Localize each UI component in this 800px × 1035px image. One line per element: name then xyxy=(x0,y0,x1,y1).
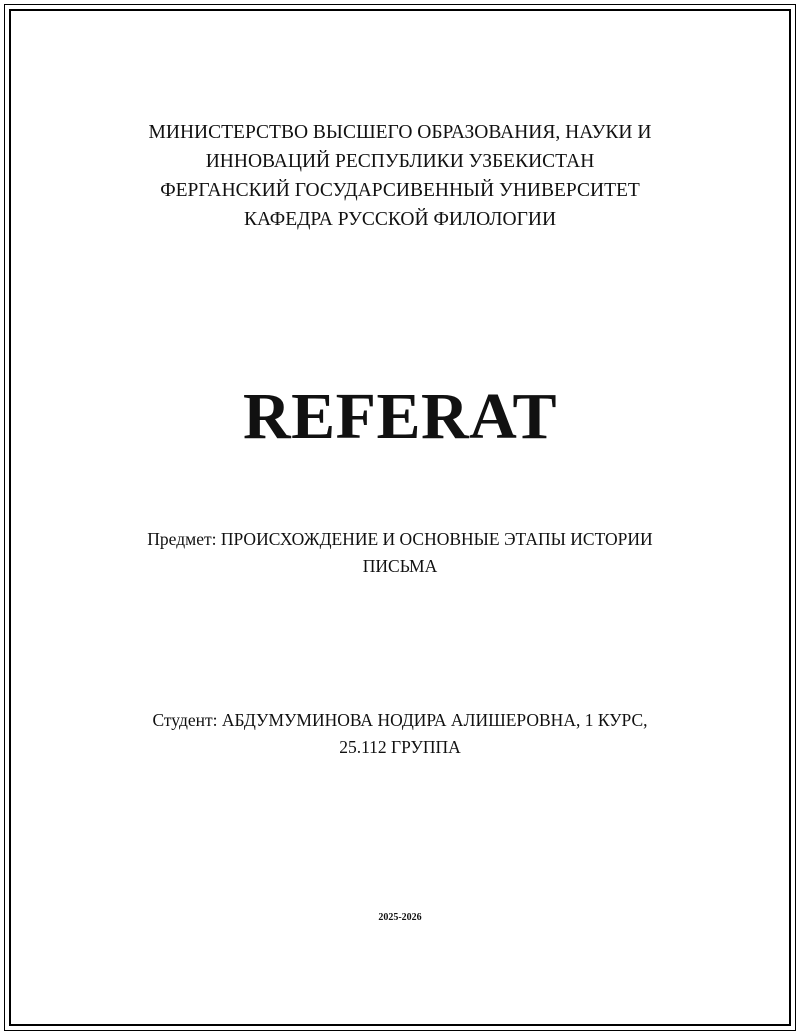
student-line-2: 25.112 ГРУППА xyxy=(339,737,461,757)
subject-line-2: ПИСЬМА xyxy=(362,556,438,576)
institution-header xyxy=(0,118,800,234)
subject-line-1: Предмет: ПРОИСХОЖДЕНИЕ И ОСНОВНЫЕ ЭТАПЫ ИСТОРИИ xyxy=(147,529,653,549)
student-line-1: Студент: АБДУМУМИНОВА НОДИРА АЛИШЕРОВНА, 1 КУРС, xyxy=(152,710,648,730)
department-name: КАФЕДРА РУССКОЙ ФИЛОЛОГИИ xyxy=(243,209,557,230)
subject-block xyxy=(0,526,800,580)
university-name: ФЕРГАНСКИЙ ГОСУДАРСИВЕННЫЙ УНИВЕРСИТЕТ xyxy=(160,180,640,201)
student-block xyxy=(0,707,800,761)
ministry-line-2: ИННОВАЦИЙ РЕСПУБЛИКИ УЗБЕКИСТАН xyxy=(205,151,595,172)
ministry-line-1: МИНИСТЕРСТВО ВЫСШЕГО ОБРАЗОВАНИЯ, НАУКИ И xyxy=(148,122,652,143)
academic-year: 2025-2026 xyxy=(378,912,422,923)
document-title: REFERAT xyxy=(243,380,557,453)
